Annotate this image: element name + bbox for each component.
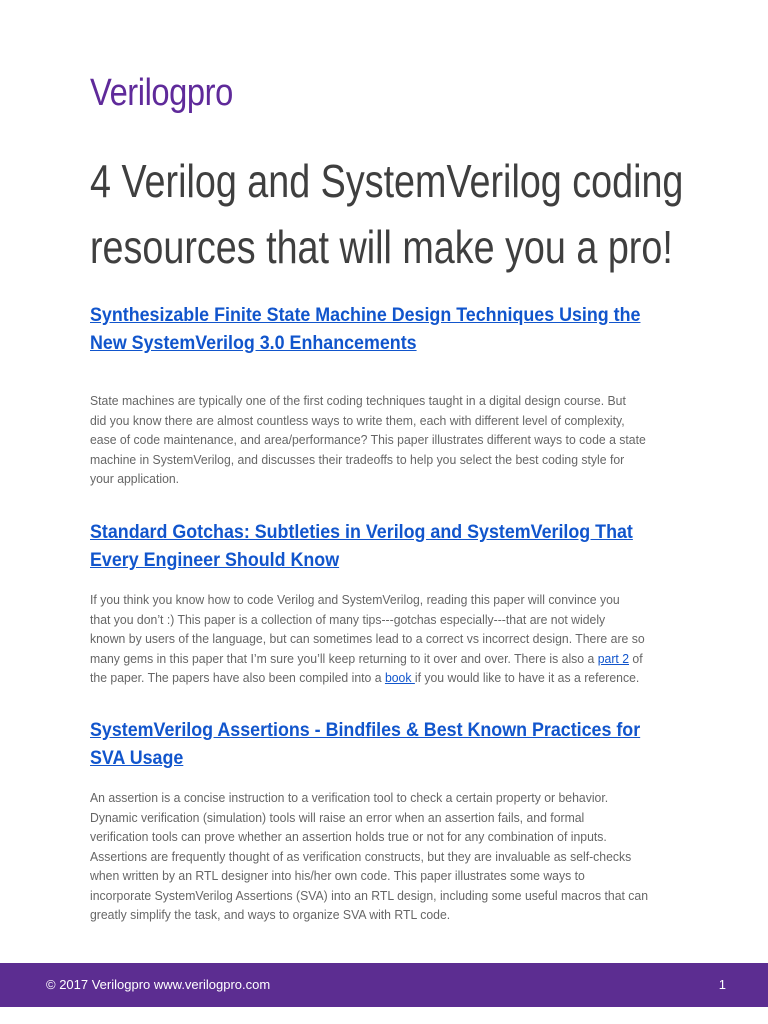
page-footer [0, 963, 768, 1007]
description-text: the paper. The papers have also been compiled into a [90, 670, 385, 685]
resource-link-line: Standard Gotchas: Subtleties in Verilog and SystemVerilog That [90, 522, 633, 543]
description-line: machine in SystemVerilog, and discusses their tradeoffs to help you select the best coding style for [90, 451, 625, 467]
description-text: if you would like to have it as a reference. [414, 670, 640, 685]
page-title [90, 148, 684, 280]
footer-copyright: © 2017 Verilogpro www.verilogpro.com [46, 977, 271, 992]
description-line [90, 668, 679, 688]
resource-link-line: SVA Usage [90, 748, 184, 769]
description-text: many gems in this paper that I’m sure you’ll keep returning to it over and over. There is also a [90, 650, 598, 666]
book-link[interactable]: book [384, 670, 415, 685]
description-line: An assertion is a concise instruction to a verification tool to check a certain property or behavior. [90, 790, 609, 805]
resource-description-fsm [90, 391, 679, 489]
description-line: Assertions are frequently thought of as verification constructs, but they are invaluable as self-checks [90, 848, 632, 864]
description-line: greatly simplify the task, and ways to organize SVA with RTL code. [90, 907, 451, 922]
resource-description-sva [90, 788, 679, 925]
brand-logo-text: Verilogpro [90, 72, 233, 114]
description-line: ease of code maintenance, and area/performance? This paper illustrates different ways to code a state [90, 432, 646, 447]
description-line: known by users of the language, but can sometimes lead to a correct vs incorrect design. There are so [90, 631, 645, 646]
resource-link-sva-assertions[interactable] [90, 717, 654, 773]
description-line: Dynamic verification (simulation) tools will raise an error when an assertion fails, and formal [90, 809, 585, 825]
description-line: verification tools can prove whether an assertion holds true or not for any combination of inputs. [90, 829, 607, 844]
description-line: that you don’t :) This paper is a collection of many tips---gotchas especially---that are not widely [90, 611, 606, 627]
description-line: did you know there are almost countless ways to write them, each with different level of complexity, [90, 412, 625, 428]
description-text: of [629, 650, 643, 666]
part-2-link[interactable]: part 2 [597, 650, 630, 666]
resource-link-line: New SystemVerilog 3.0 Enhancements [90, 333, 417, 354]
resource-link-standard-gotchas[interactable] [90, 519, 654, 575]
description-line: when written by an RTL designer into his/her own code. This paper illustrates some ways to [90, 868, 585, 883]
description-line: incorporate SystemVerilog Assertions (SVA) into an RTL design, including some useful macros that can [90, 887, 649, 903]
resource-link-line: SystemVerilog Assertions - Bindfiles & Best Known Practices for [90, 720, 641, 741]
description-line: If you think you know how to code Verilog and SystemVerilog, reading this paper will convince you [90, 592, 620, 607]
description-line: your application. [90, 471, 180, 486]
page-title-line-1: 4 Verilog and SystemVerilog coding [90, 155, 684, 207]
resource-link-line: Synthesizable Finite State Machine Design Techniques Using the [90, 305, 641, 326]
description-line: State machines are typically one of the first coding techniques taught in a digital design course. But [90, 393, 626, 408]
resource-link-fsm-design[interactable] [90, 302, 654, 358]
resource-description-gotchas [90, 590, 679, 688]
page-title-line-2: resources that will make you a pro! [90, 221, 673, 273]
resource-link-line: Every Engineer Should Know [90, 550, 340, 571]
description-line [90, 649, 679, 669]
footer-page-number: 1 [718, 977, 726, 992]
